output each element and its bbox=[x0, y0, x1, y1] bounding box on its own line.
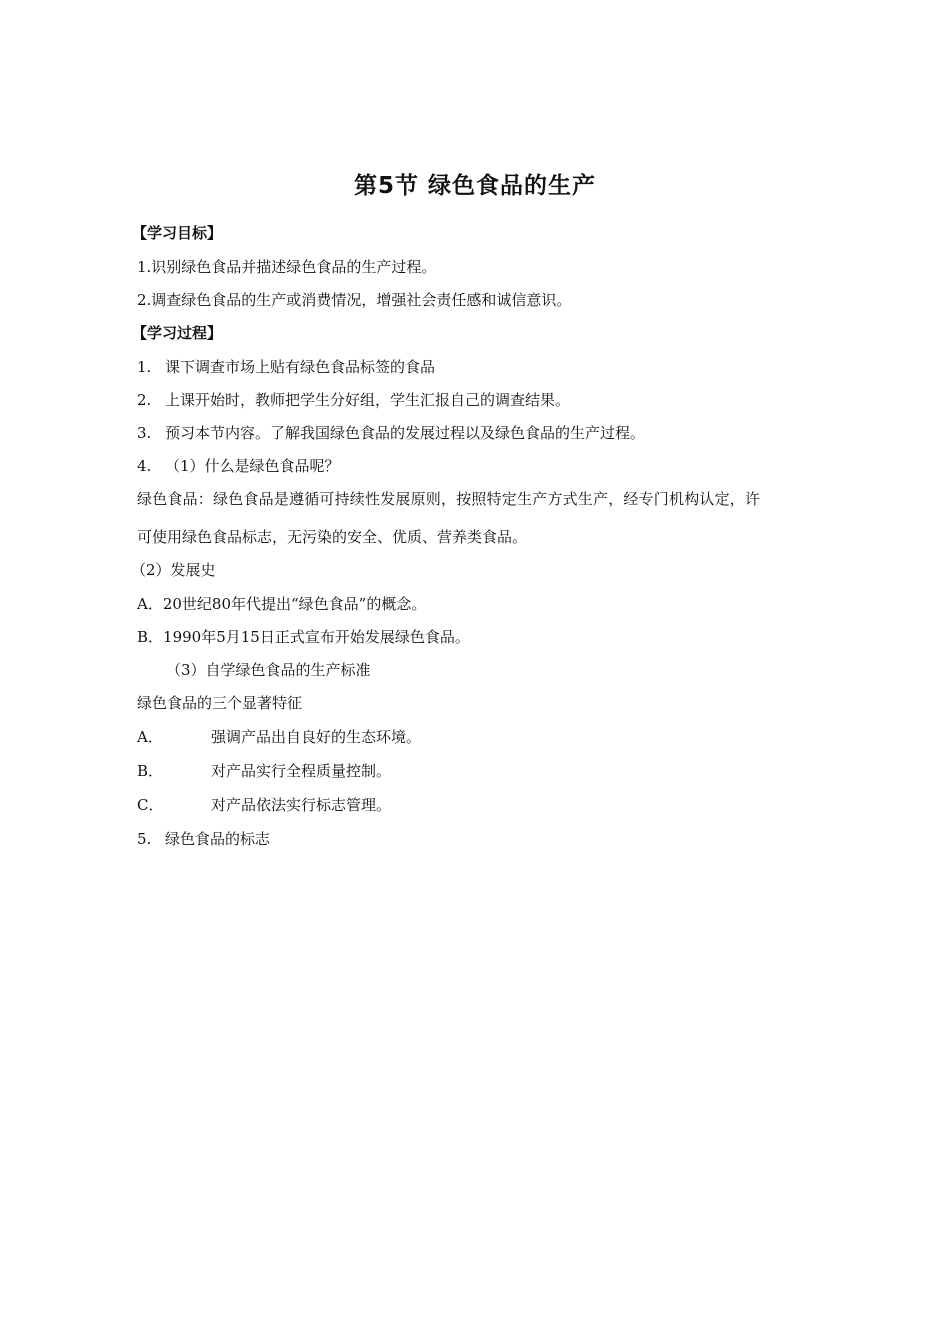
process-heading: 【学习过程】 bbox=[132, 324, 223, 342]
step-text: 预习本节内容。了解我国绿色食品的发展过程以及绿色食品的生产过程。 bbox=[165, 424, 646, 442]
history-heading: （2）发展史 bbox=[131, 561, 216, 579]
feature-item-a bbox=[137, 727, 421, 747]
features-heading: 绿色食品的三个显著特征 bbox=[137, 694, 303, 712]
process-step-3 bbox=[137, 423, 645, 443]
process-step-1 bbox=[137, 357, 435, 377]
history-item-a: A．20世纪80年代提出“绿色食品”的概念。 bbox=[137, 595, 427, 613]
step-text: 上课开始时，教师把学生分好组，学生汇报自己的调查结果。 bbox=[165, 391, 571, 409]
feature-letter: C． bbox=[137, 796, 164, 814]
step-number: 2. bbox=[137, 391, 152, 409]
step-text: （1）什么是绿色食品呢？ bbox=[165, 457, 340, 475]
history-item-b: B．1990年5月15日正式宣布开始发展绿色食品。 bbox=[137, 628, 470, 646]
process-step-5 bbox=[137, 829, 270, 849]
process-step-4 bbox=[137, 456, 340, 476]
standard-heading: （3）自学绿色食品的生产标准 bbox=[166, 661, 371, 679]
objective-item-1: 1.识别绿色食品并描述绿色食品的生产过程。 bbox=[137, 258, 437, 276]
process-step-2 bbox=[137, 390, 570, 410]
feature-item-c bbox=[137, 795, 391, 815]
feature-text: 对产品实行全程质量控制。 bbox=[211, 762, 392, 780]
step-number: 4. bbox=[137, 457, 152, 475]
step-text: 绿色食品的标志 bbox=[165, 830, 271, 848]
objective-item-2: 2.调查绿色食品的生产或消费情况，增强社会责任感和诚信意识。 bbox=[137, 291, 572, 309]
objectives-heading: 【学习目标】 bbox=[132, 224, 223, 242]
step-number: 1. bbox=[137, 358, 152, 376]
step-number: 5. bbox=[137, 830, 152, 848]
page-title: 第5节 绿色食品的生产 bbox=[353, 173, 596, 199]
definition-line-2: 可使用绿色食品标志，无污染的安全、优质、营养类食品。 bbox=[137, 528, 528, 546]
feature-letter: A． bbox=[137, 728, 163, 746]
step-number: 3. bbox=[137, 424, 152, 442]
feature-text: 对产品依法实行标志管理。 bbox=[211, 796, 392, 814]
feature-text: 强调产品出自良好的生态环境。 bbox=[211, 728, 422, 746]
feature-item-b bbox=[137, 761, 391, 781]
step-text: 课下调查市场上贴有绿色食品标签的食品 bbox=[165, 358, 436, 376]
feature-letter: B． bbox=[137, 762, 164, 780]
definition-line-1: 绿色食品：绿色食品是遵循可持续性发展原则，按照特定生产方式生产，经专门机构认定，许 bbox=[137, 490, 761, 508]
